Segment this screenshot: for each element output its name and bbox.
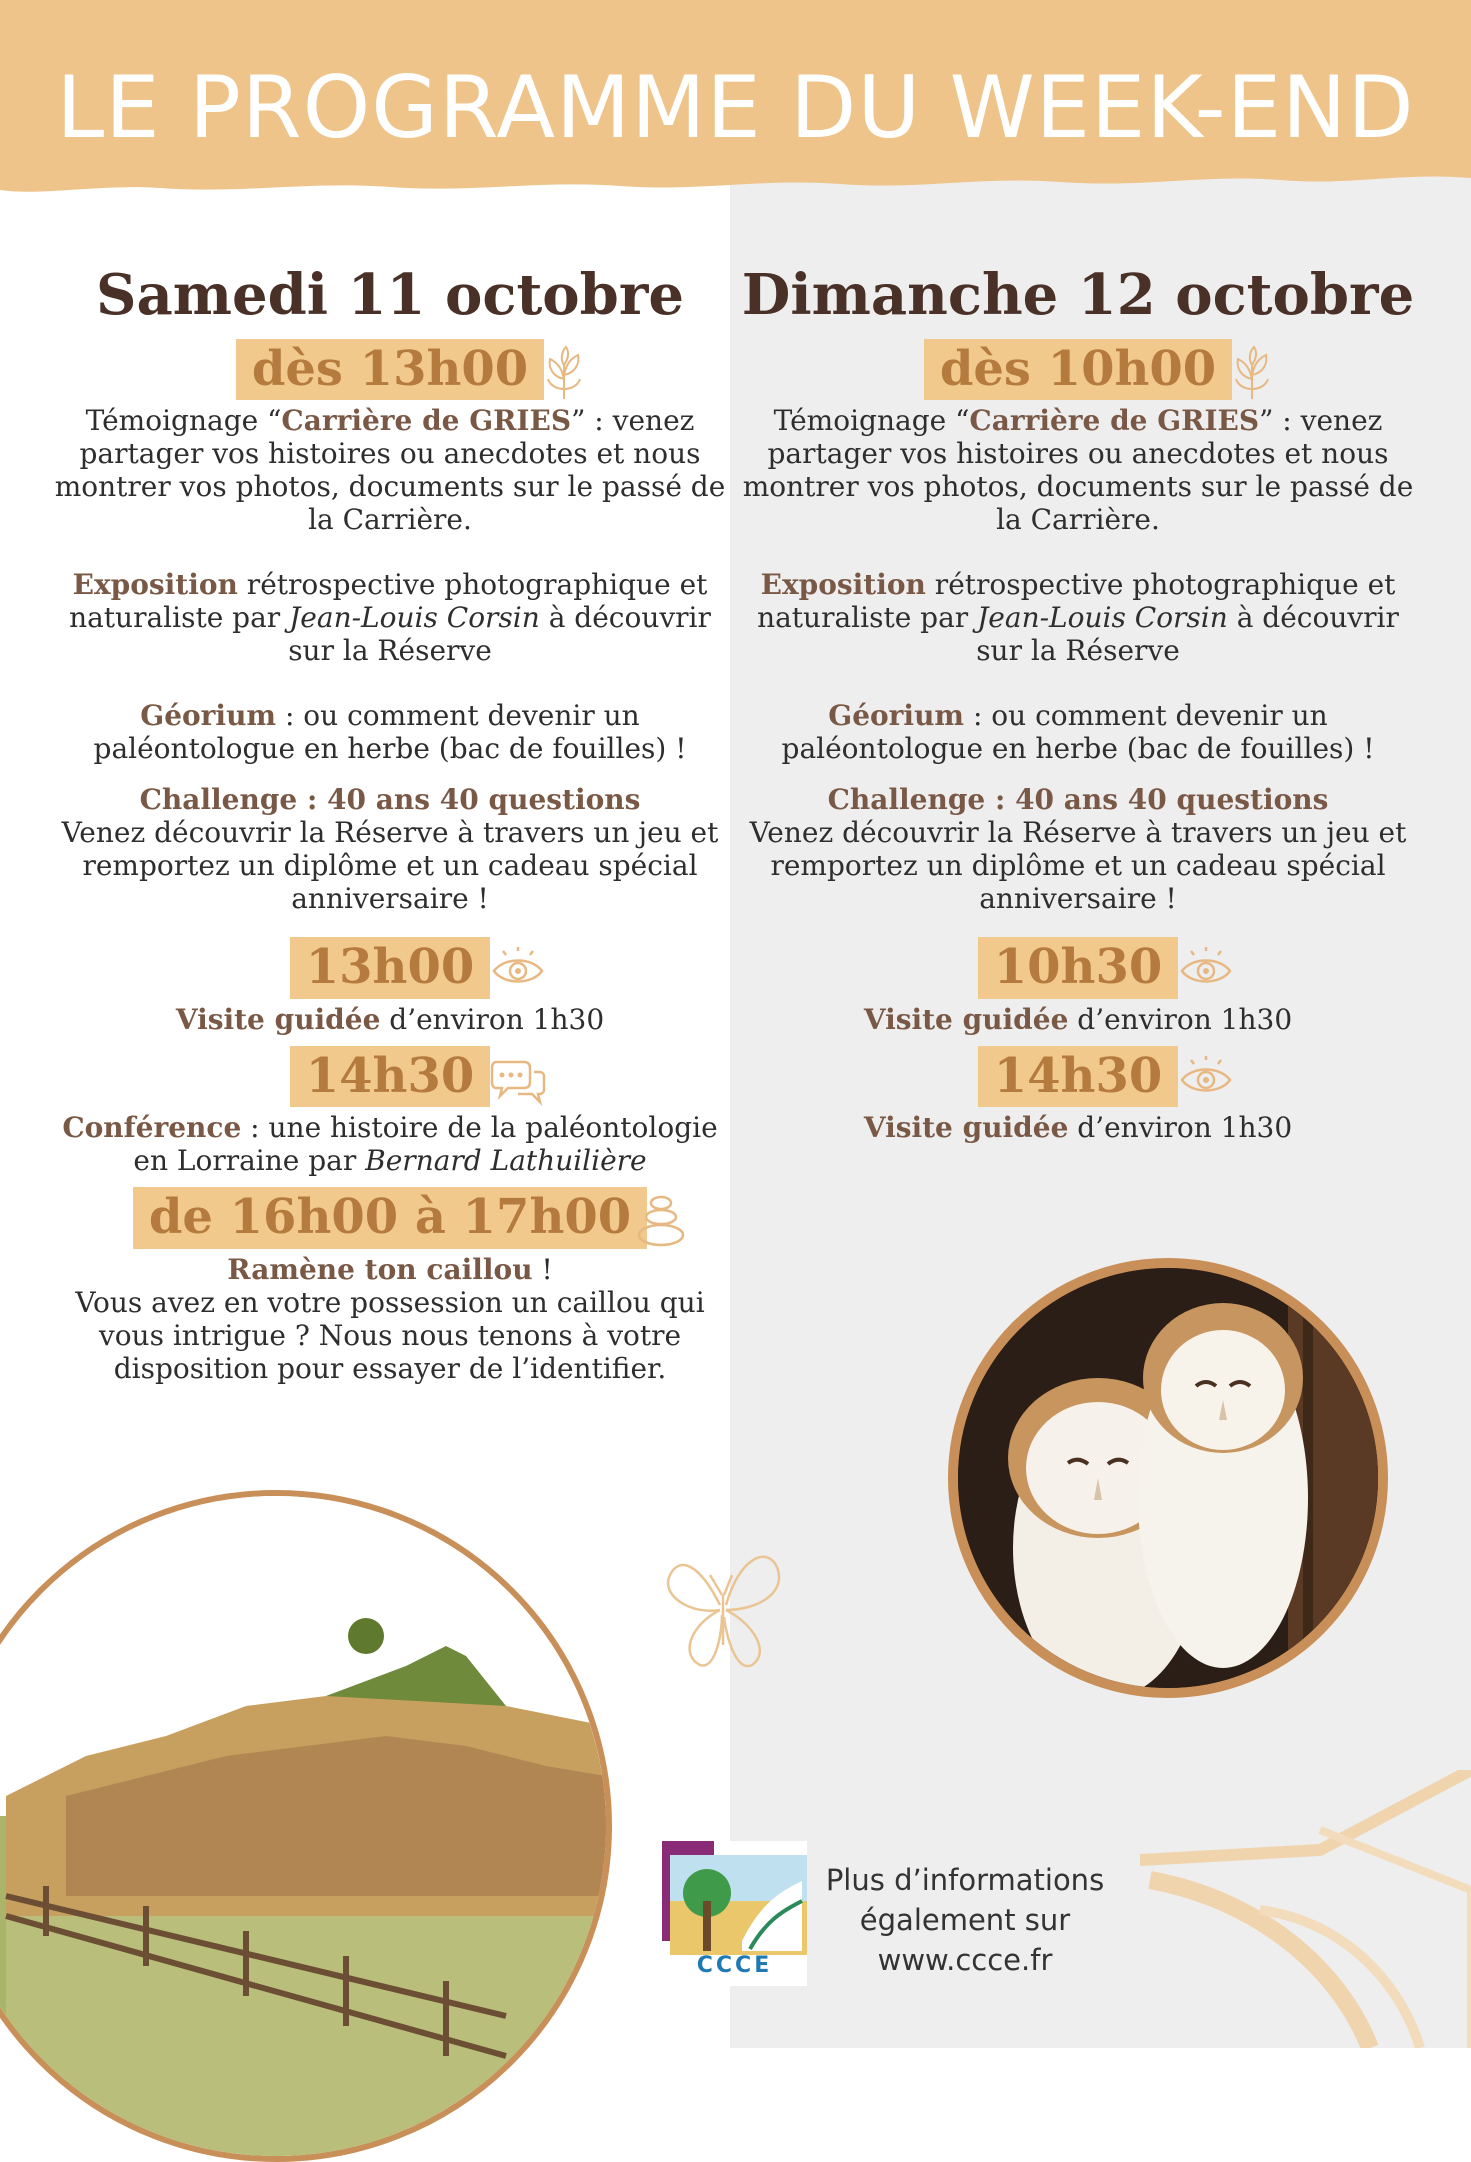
exposition-text-end: à découvrir sur la Réserve	[288, 601, 711, 668]
georium-highlight: Géorium	[828, 699, 965, 733]
decorative-lines	[1140, 1770, 1471, 2048]
quarry-illustration	[0, 1496, 606, 2156]
temoignage-text: ” : venez partager vos histoires ou anecdotes et nous montrer vos photos, documents sur le passé de la Carrière.	[54, 404, 726, 537]
georium-text: : ou comment devenir un paléontologue en herbe (bac de fouilles) !	[93, 699, 687, 766]
eye-icon	[1178, 1052, 1234, 1108]
time-badge: 10h30	[978, 937, 1179, 999]
footer-info	[800, 1860, 1130, 1980]
saturday-temoignage	[50, 404, 730, 536]
time-badge: 14h30	[978, 1046, 1179, 1108]
conference-text: : une histoire de la paléontologie en Lorraine par	[133, 1111, 718, 1178]
visite-highlight: Visite guidée	[863, 1111, 1069, 1145]
saturday-exposition	[50, 568, 730, 667]
temoignage-text: ” : venez partager vos histoires ou anecdotes et nous montrer vos photos, documents sur le passé de la Carrière.	[742, 404, 1414, 537]
saturday-georium	[50, 699, 730, 765]
caillou-exclaim: !	[532, 1252, 553, 1286]
saturday-slot2-time	[290, 1046, 491, 1108]
leaf-branch-icon	[1224, 345, 1280, 401]
chat-bubbles-icon	[490, 1052, 546, 1108]
time-badge: 13h00	[290, 937, 491, 999]
ccce-logo	[662, 1841, 807, 1986]
sunday-georium	[738, 699, 1418, 765]
sunday-slot2-time	[978, 1046, 1179, 1108]
exposition-text: rétrospective photographique et naturaliste par	[69, 568, 708, 635]
visite-text: d’environ 1h30	[1068, 1002, 1293, 1036]
page-title: LE PROGRAMME DU WEEK-END	[56, 58, 1415, 158]
saturday-slot3-time	[133, 1187, 647, 1249]
temoignage-prefix: Témoignage “	[773, 404, 970, 438]
time-badge: de 16h00 à 17h00	[133, 1187, 647, 1249]
saturday-slot1-desc	[50, 1003, 730, 1036]
conference-highlight: Conférence	[62, 1111, 242, 1145]
visite-highlight: Visite guidée	[175, 1002, 381, 1036]
eye-icon	[1178, 943, 1234, 999]
sunday-exposition	[738, 568, 1418, 667]
ccce-logo-text: CCCE	[696, 1953, 773, 1978]
georium-highlight: Géorium	[140, 699, 277, 733]
saturday-title: Samedi 11 octobre	[96, 262, 684, 328]
saturday-start-time	[236, 339, 544, 401]
leaf-branch-icon	[536, 345, 592, 401]
sunday-start-time	[924, 339, 1232, 401]
saturday-challenge	[50, 783, 730, 915]
sunday-column	[738, 262, 1418, 1145]
challenge-text: Venez découvrir la Réserve à travers un jeu et remportez un diplôme et un cadeau spécial anniversaire !	[61, 816, 719, 916]
visite-highlight: Visite guidée	[863, 1002, 1069, 1036]
sunday-slot2-desc	[738, 1111, 1418, 1144]
caillou-highlight: Ramène ton caillou	[227, 1252, 533, 1286]
challenge-highlight: Challenge : 40 ans 40 questions	[827, 783, 1329, 817]
sunday-slot1-time	[978, 937, 1179, 999]
temoignage-prefix: Témoignage “	[85, 404, 282, 438]
butterfly-icon	[660, 1535, 790, 1675]
saturday-slot3-desc	[50, 1253, 730, 1385]
saturday-slot2-desc	[50, 1111, 730, 1177]
sunday-title: Dimanche 12 octobre	[741, 262, 1415, 328]
exposition-highlight: Exposition	[760, 568, 926, 602]
conference-speaker: Bernard Lathuilière	[365, 1144, 647, 1178]
saturday-slot1-time	[290, 937, 491, 999]
eye-icon	[490, 943, 546, 999]
sunday-temoignage	[738, 404, 1418, 536]
sunday-challenge	[738, 783, 1418, 915]
info-line-1: Plus d’informations	[825, 1863, 1105, 1897]
time-badge: 14h30	[290, 1046, 491, 1108]
sunday-slot1-desc	[738, 1003, 1418, 1036]
stacked-stones-icon	[633, 1193, 689, 1249]
time-badge: dès 10h00	[924, 339, 1232, 401]
saturday-column	[50, 262, 730, 1385]
header-banner	[0, 0, 1471, 190]
georium-text: : ou comment devenir un paléontologue en herbe (bac de fouilles) !	[781, 699, 1375, 766]
challenge-highlight: Challenge : 40 ans 40 questions	[139, 783, 641, 817]
exposition-text-end: à découvrir sur la Réserve	[976, 601, 1399, 668]
barn-owls-photo	[948, 1258, 1388, 1698]
exposition-author: Jean-Louis Corsin	[977, 601, 1228, 635]
website-link[interactable]: www.ccce.fr	[877, 1943, 1053, 1977]
visite-text: d’environ 1h30	[380, 1002, 605, 1036]
exposition-author: Jean-Louis Corsin	[289, 601, 540, 635]
barn-owls-illustration	[958, 1268, 1378, 1688]
temoignage-highlight: Carrière de GRIES	[969, 404, 1260, 438]
info-line-2: également sur	[859, 1903, 1071, 1937]
challenge-text: Venez découvrir la Réserve à travers un jeu et remportez un diplôme et un cadeau spécial anniversaire !	[749, 816, 1407, 916]
exposition-highlight: Exposition	[72, 568, 238, 602]
visite-text: d’environ 1h30	[1068, 1111, 1293, 1145]
time-badge: dès 13h00	[236, 339, 544, 401]
quarry-photo	[0, 1490, 612, 2162]
exposition-text: rétrospective photographique et naturaliste par	[757, 568, 1396, 635]
caillou-text: Vous avez en votre possession un caillou qui vous intrigue ? Nous nous tenons à votre disposition pour essayer de l’identifier.	[75, 1285, 705, 1385]
temoignage-highlight: Carrière de GRIES	[281, 404, 572, 438]
